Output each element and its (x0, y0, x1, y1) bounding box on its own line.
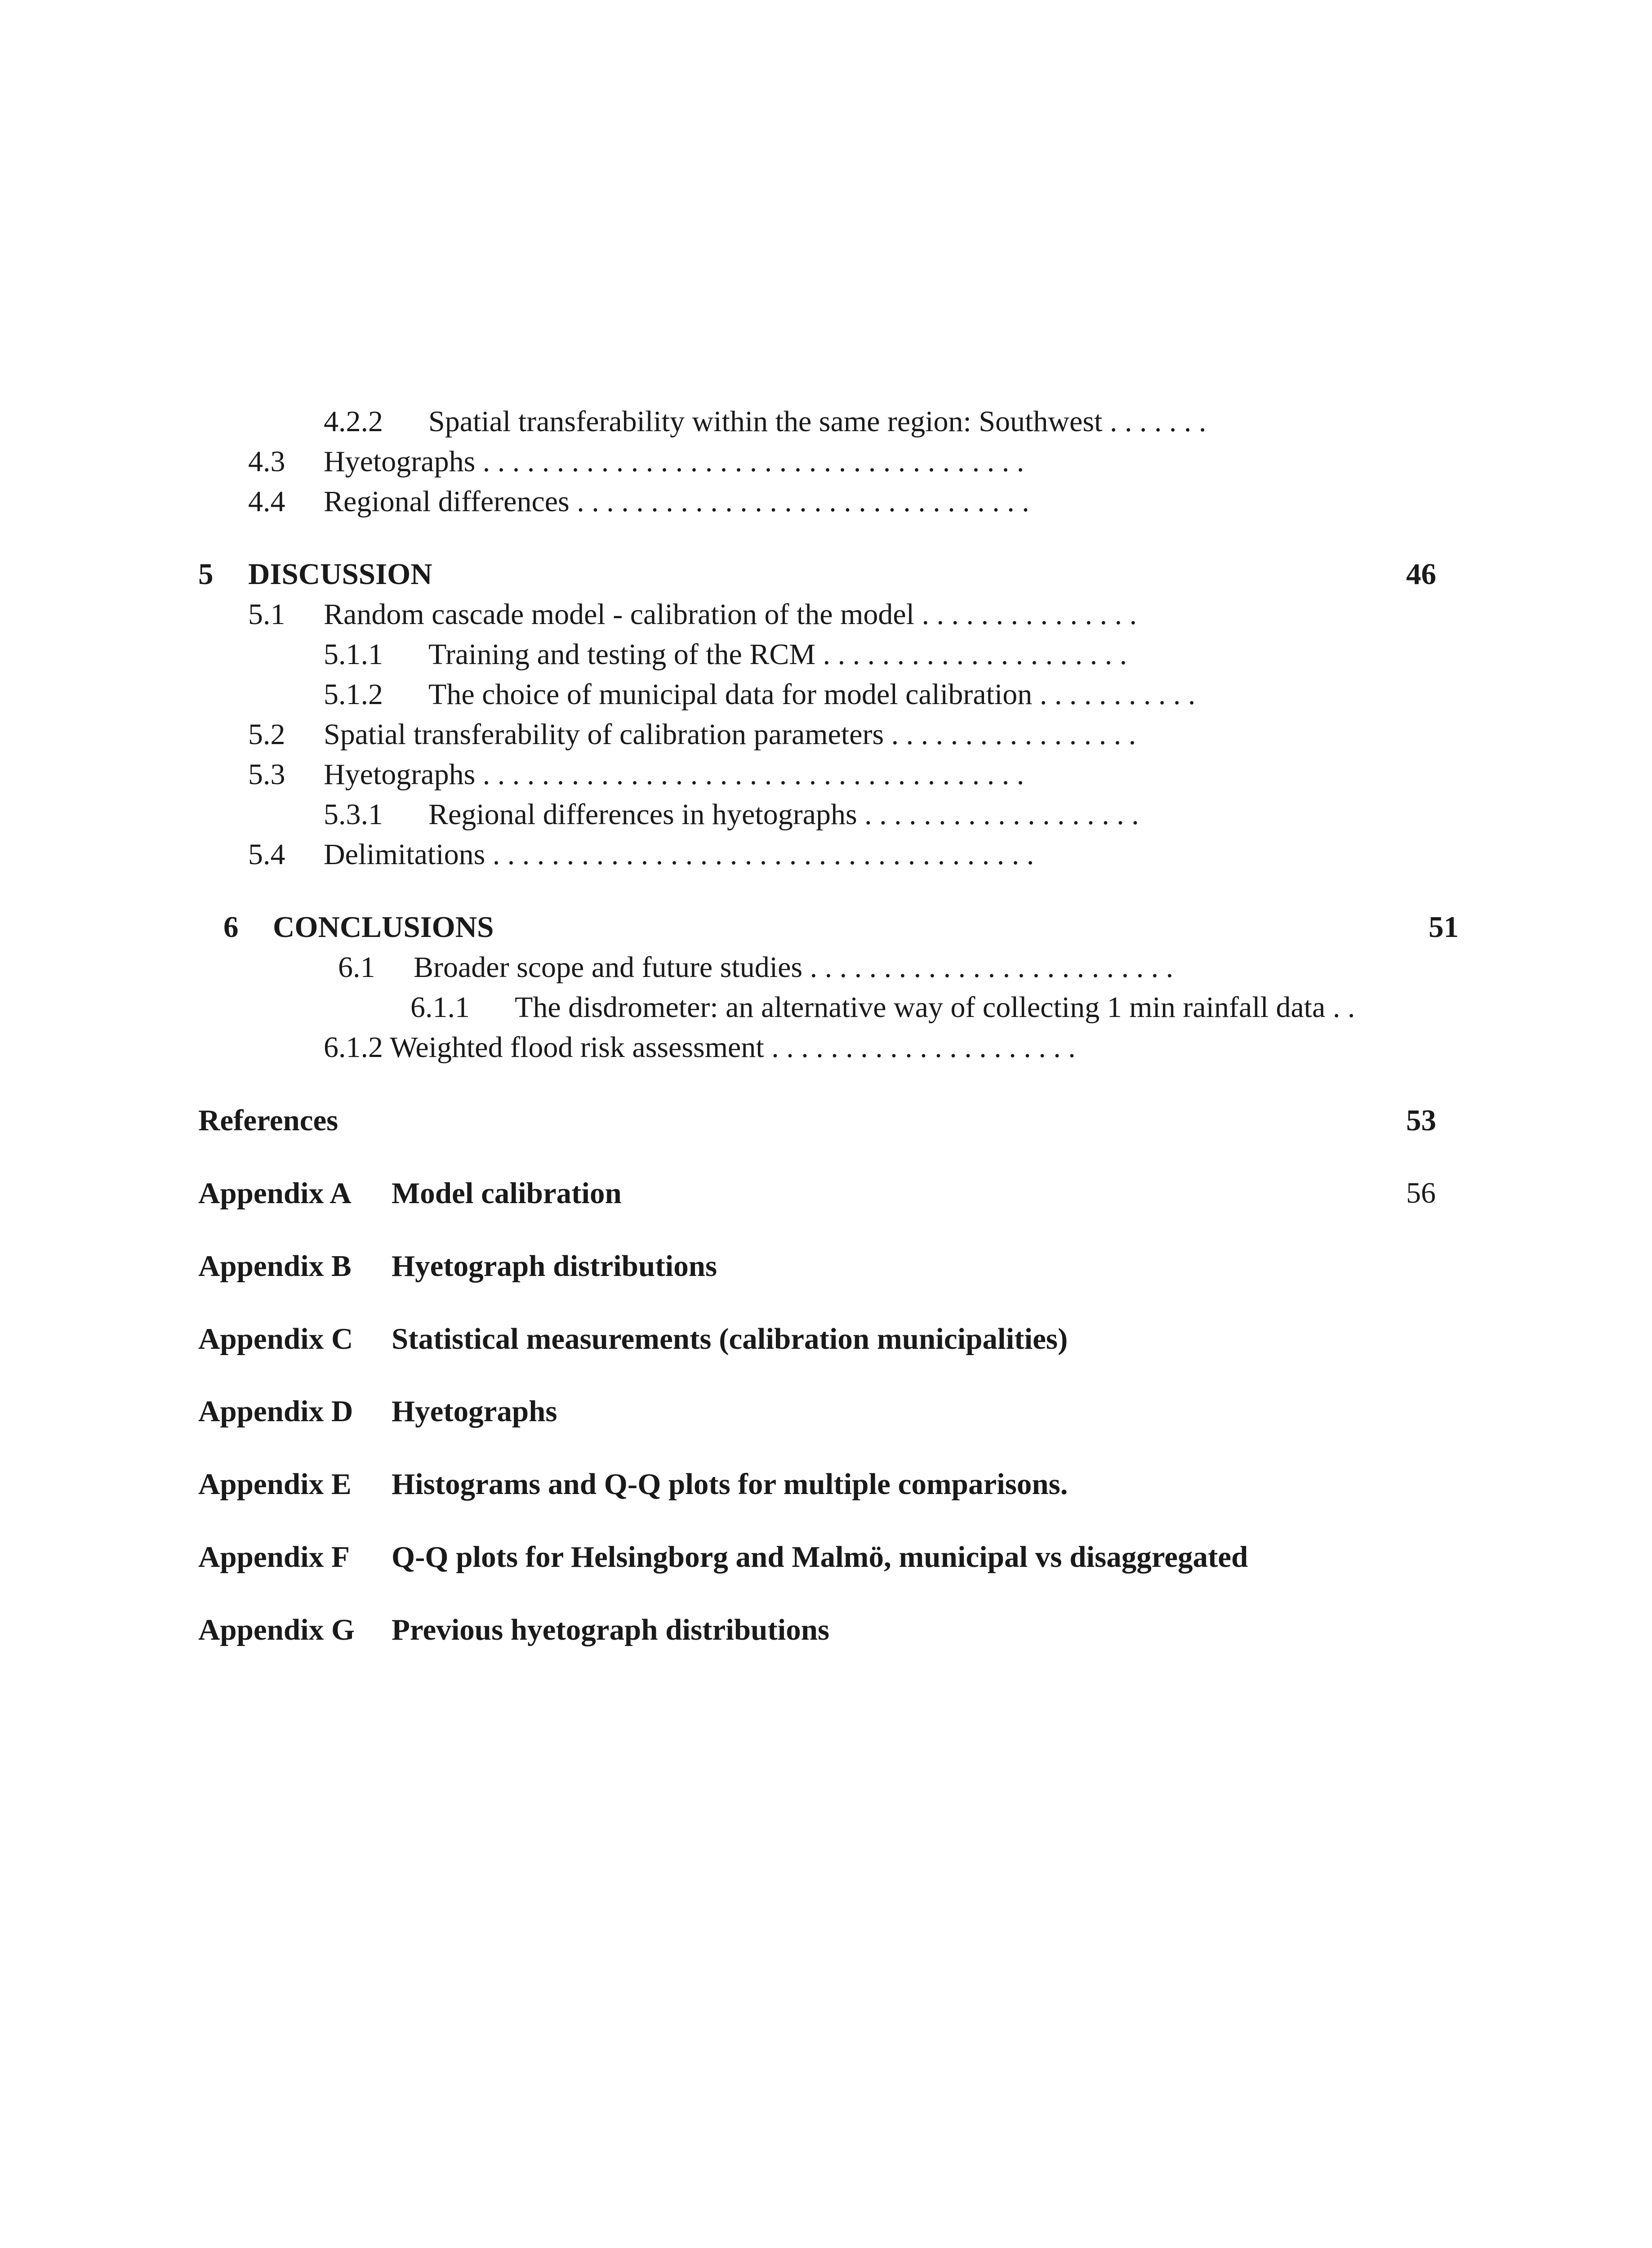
toc-entry-6-1[interactable] (0, 947, 1652, 988)
toc-appendix-d[interactable] (0, 1391, 1652, 1432)
appendix-label: Appendix D (198, 1395, 353, 1428)
toc-entry-number: 6.1.1 (410, 991, 470, 1024)
chapter-page-number: 51 (1429, 910, 1459, 944)
dot-leader: . . . . . . . . . . . . . . . . . (884, 718, 1136, 751)
chapter-title: DISCUSSION (248, 558, 432, 591)
toc-entry-number: 5.3 (248, 758, 285, 791)
chapter-title: CONCLUSIONS (273, 910, 494, 944)
dot-leader: . . (1325, 991, 1355, 1024)
chapter-page-number: 46 (1406, 558, 1436, 591)
appendix-title: Hyetographs (392, 1395, 557, 1428)
toc-references[interactable] (0, 1100, 1652, 1141)
toc-entry-title: Spatial transferability within the same region: Southwest (428, 405, 1103, 438)
toc-entry-number: 4.3 (248, 445, 285, 478)
toc-entry-title-wrap (324, 594, 1137, 635)
toc-entry-title: Training and testing of the RCM (428, 638, 816, 671)
toc-entry-5-3[interactable] (0, 754, 1652, 795)
dot-leader: . . . . . . . . . . . . . . . . . . . . . (764, 1031, 1076, 1064)
appendix-title: Q-Q plots for Helsingborg and Malmö, municipal vs disaggregated (392, 1540, 1248, 1574)
toc-appendix-b[interactable] (0, 1246, 1652, 1286)
appendix-label: Appendix G (198, 1613, 355, 1646)
appendix-label: Appendix E (198, 1467, 352, 1501)
appendix-title: Statistical measurements (calibration municipalities) (392, 1322, 1068, 1356)
dot-leader: . . . . . . . . . . . . . . . . . . . . . . . . . . . . . . . . . . . . . (475, 758, 1024, 791)
toc-entry-title-wrap (428, 674, 1195, 715)
toc-entry-title: The disdrometer: an alternative way of collecting 1 min rainfall data (515, 991, 1326, 1024)
toc-entry-title-wrap (428, 634, 1127, 675)
toc-entry-title: The choice of municipal data for model calibration (428, 678, 1033, 711)
toc-entry-5-4[interactable] (0, 834, 1652, 875)
toc-entry-4-3[interactable] (0, 442, 1652, 482)
toc-entry-title-wrap (515, 987, 1355, 1028)
references-page-number: 53 (1406, 1104, 1436, 1137)
toc-chapter-5[interactable] (0, 554, 1652, 594)
toc-entry-title-wrap (324, 482, 1029, 522)
toc-appendix-g[interactable] (0, 1610, 1652, 1650)
toc-entry-number: 5.2 (248, 718, 285, 751)
toc-entry-5-1-2[interactable] (0, 674, 1652, 715)
toc-entry-4-2-2[interactable] (0, 401, 1652, 442)
toc-entry-number: 4.2.2 (324, 405, 383, 438)
appendix-label: Appendix A (198, 1177, 352, 1210)
toc-entry-4-4[interactable] (0, 482, 1652, 522)
toc-entry-title-wrap (428, 401, 1206, 442)
appendix-title: Histograms and Q-Q plots for multiple comparisons. (392, 1467, 1068, 1501)
toc-entry-number: 5.4 (248, 838, 285, 871)
toc-entry-title-wrap (324, 714, 1136, 755)
appendix-page-number: 56 (1406, 1177, 1436, 1209)
appendix-title: Model calibration (392, 1177, 622, 1210)
toc-appendix-e[interactable] (0, 1464, 1652, 1504)
dot-leader: . . . . . . . . . . . . . . . . . . . . . . . . . . . . . . . . . . . . . (475, 445, 1024, 478)
dot-leader: . . . . . . . . . . . . . . . . . . . . . . . . . . . . . . . (569, 485, 1029, 518)
toc-entry-number: 5.1.2 (324, 678, 383, 711)
toc-entry-title: 6.1.2 Weighted flood risk assessment (324, 1031, 764, 1064)
toc-entry-title-wrap (414, 947, 1173, 988)
toc-entry-title-wrap (324, 442, 1024, 482)
toc-entry-number: 5.1 (248, 598, 285, 631)
toc-entry-number: 6.1 (338, 951, 375, 984)
dot-leader: . . . . . . . (1102, 405, 1207, 438)
toc-appendix-c[interactable] (0, 1319, 1652, 1359)
dot-leader: . . . . . . . . . . . . . . . . . . . . . . . . . (802, 951, 1174, 984)
toc-entry-5-3-1[interactable] (0, 794, 1652, 835)
appendix-title: Previous hyetograph distributions (392, 1613, 830, 1646)
toc-chapter-6[interactable] (0, 907, 1652, 947)
references-title: References (198, 1104, 338, 1137)
dot-leader: . . . . . . . . . . . . . . . . . . . . . (815, 638, 1127, 671)
toc-entry-number: 4.4 (248, 485, 285, 518)
toc-entry-title-wrap (324, 834, 1034, 875)
dot-leader: . . . . . . . . . . . . . . . . . . . (857, 798, 1139, 831)
toc-entry-title: Hyetographs (324, 758, 476, 791)
toc-entry-number: 5.3.1 (324, 798, 383, 831)
toc-entry-title-wrap (324, 1027, 1076, 1068)
toc-entry-5-2[interactable] (0, 714, 1652, 755)
toc-entry-title-wrap (324, 754, 1024, 795)
toc-entry-5-1[interactable] (0, 594, 1652, 635)
appendix-label: Appendix F (198, 1540, 350, 1574)
appendix-label: Appendix B (198, 1249, 352, 1283)
dot-leader: . . . . . . . . . . . (1032, 678, 1196, 711)
dot-leader: . . . . . . . . . . . . . . . . . . . . . . . . . . . . . . . . . . . . . (485, 838, 1034, 871)
toc-entry-title: Regional differences (324, 485, 570, 518)
toc-entry-title-wrap (428, 794, 1139, 835)
chapter-number: 5 (198, 558, 214, 591)
toc-entry-title: Regional differences in hyetographs (428, 798, 857, 831)
toc-entry-title: Broader scope and future studies (414, 951, 803, 984)
chapter-number: 6 (223, 910, 239, 944)
appendix-label: Appendix C (198, 1322, 353, 1356)
toc-entry-title: Delimitations (324, 838, 485, 871)
toc-entry-6-1-1[interactable] (0, 987, 1652, 1028)
toc-entry-6-1-2[interactable] (0, 1027, 1652, 1068)
toc-entry-5-1-1[interactable] (0, 634, 1652, 675)
toc-entry-number: 5.1.1 (324, 638, 383, 671)
toc-entry-title: Spatial transferability of calibration parameters (324, 718, 884, 751)
toc-appendix-a[interactable] (0, 1173, 1652, 1213)
appendix-title: Hyetograph distributions (392, 1249, 717, 1283)
toc-entry-title: Hyetographs (324, 445, 476, 478)
toc-entry-title: Random cascade model - calibration of the model (324, 598, 915, 631)
dot-leader: . . . . . . . . . . . . . . . (914, 598, 1137, 631)
toc-appendix-f[interactable] (0, 1537, 1652, 1577)
